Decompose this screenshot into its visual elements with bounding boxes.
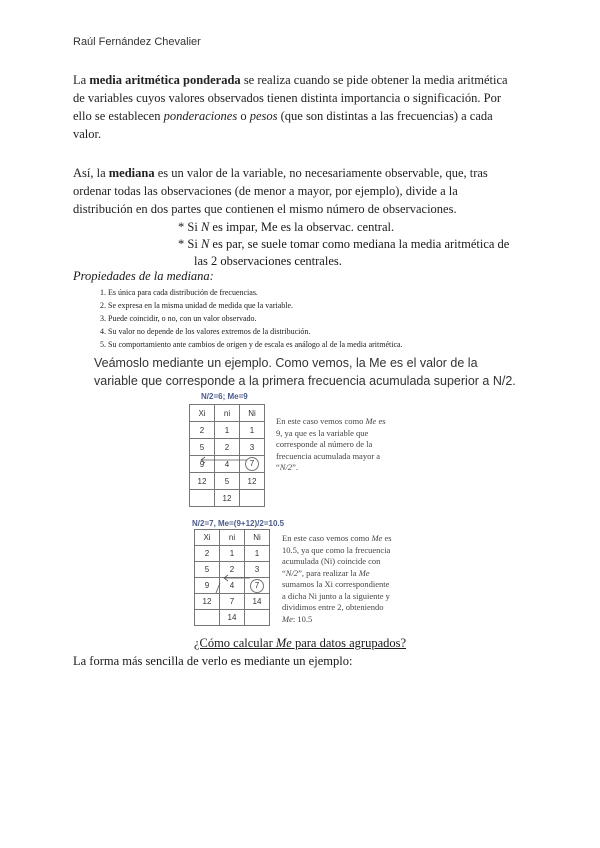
intro-lead: La — [73, 73, 90, 87]
case-odd-prefix: * Si — [178, 220, 201, 234]
table-row — [195, 610, 270, 626]
property-item: 3. Puede coincidir, o no, con un valor observado. — [108, 312, 528, 325]
properties-title: Propiedades de la mediana: — [73, 269, 214, 283]
table-cell: 1 — [220, 546, 245, 562]
note-text: es 9, ya que es la variable que corresponde al número de la frecuencia acumulada mayor a “ — [276, 416, 386, 472]
mediana-case-even — [178, 235, 518, 253]
mediana-lead: Así, la — [73, 166, 109, 180]
intro-ital2: pesos — [249, 109, 278, 123]
table-row — [190, 490, 265, 507]
note-text: En este caso vemos como — [282, 533, 372, 543]
mediana-paragraph — [73, 164, 513, 218]
table-row — [190, 439, 265, 456]
case-odd-var: N — [200, 220, 210, 234]
mediana-definition: es un valor de la variable, no necesariamente observable, que, tras ordenar todas las observaciones (de menor a mayor, por ejemplo), divide a la distribución en dos partes que contienen el mismo número de observaciones. — [73, 166, 488, 216]
intro-paragraph — [73, 71, 513, 143]
table-row — [195, 546, 270, 562]
note-text: : 10.5 — [292, 613, 313, 624]
note-text: ”. — [292, 462, 298, 472]
intro-text-end: (que son distintas a las frecuencias) a cada valor. — [73, 109, 493, 141]
table-header: Ni — [240, 405, 265, 422]
table2-note — [282, 533, 392, 625]
note-me: Me — [282, 613, 293, 624]
table-cell: 12 — [190, 473, 215, 490]
mediana-case-even-cont: las 2 observaciones centrales. — [194, 254, 342, 268]
intro-ital1: ponderaciones — [163, 109, 238, 123]
table-cell: 1 — [240, 422, 265, 439]
table-cell: 3 — [245, 562, 270, 578]
circled-value: 7 — [245, 457, 259, 471]
closing-text: La forma más sencilla de verlo es mediante un ejemplo: — [73, 654, 353, 668]
property-item: 1. Es única para cada distribución de frecuencias. — [108, 286, 528, 299]
table-cell: 14 — [245, 594, 270, 610]
property-item: 4. Su valor no depende de los valores extremos de la distribución. — [108, 325, 528, 338]
property-item: 2. Se expresa en la misma unidad de medida que la variable. — [108, 299, 528, 312]
table-cell: 2 — [220, 562, 245, 578]
table-cell: 1 — [215, 422, 240, 439]
note-text: es 10.5, ya que como la frecuencia acumulada (Ni) coincide con “ — [282, 533, 392, 578]
table-cell: 12 — [215, 490, 240, 507]
table1-title: N/2=6; Me=9 — [201, 392, 248, 401]
mediana-case-odd — [178, 218, 518, 236]
table-header: ni — [215, 405, 240, 422]
table-cell: 5 — [215, 473, 240, 490]
table-cell: 4 — [215, 456, 240, 473]
table-cell: 9 — [195, 578, 220, 594]
note-text: En este caso vemos como — [276, 416, 366, 426]
note-n2: N/2 — [285, 567, 299, 578]
intro-mid: o — [237, 109, 250, 123]
table-header: ni — [220, 530, 245, 546]
case-odd-text: es impar, Me es la observac. central. — [209, 220, 395, 234]
circled-value: 7 — [250, 579, 264, 593]
table1-note — [276, 416, 386, 474]
table-cell: 4 — [220, 578, 245, 594]
table-cell: 1 — [245, 546, 270, 562]
note-me: Me — [365, 416, 377, 426]
note-text: ”, para realizar la — [298, 567, 359, 578]
arrow-icon — [195, 455, 255, 465]
table-cell — [240, 490, 265, 507]
table-header: Xi — [190, 405, 215, 422]
table-cell — [190, 490, 215, 507]
intro-text: se realiza cuando se pide obtener la media aritmética de variables cuyos valores observados tienen distinta importancia o significación. Por ello se establecen — [73, 73, 508, 123]
note-n2: N/2 — [279, 462, 293, 472]
heading-text: ¿Cómo calcular — [193, 636, 276, 650]
table-cell: 2 — [195, 546, 220, 562]
example-text: Veámoslo mediante un ejemplo. Como vemos, la Me es el valor de la variable que corresponde a la primera frecuencia acumulada superior a N/2. — [94, 356, 516, 388]
table-cell: 12 — [240, 473, 265, 490]
table-header: Xi — [195, 530, 220, 546]
author-name: Raúl Fernández Chevalier — [73, 36, 201, 48]
table-cell: 5 — [195, 562, 220, 578]
table-row — [190, 473, 265, 490]
table-cell: 3 — [240, 439, 265, 456]
note-me: Me — [371, 533, 383, 543]
table-header: Ni — [245, 530, 270, 546]
table-cell — [195, 610, 220, 626]
case-even-text: es par, se suele tomar como mediana la media aritmética de — [209, 237, 510, 251]
arrow-icon — [200, 573, 260, 598]
mediana-term: mediana — [108, 166, 155, 180]
table2-title: N/2=7, Me=(9+12)/2=10.5 — [192, 519, 285, 528]
heading-text: para datos agrupados? — [291, 636, 407, 650]
table-cell: 5 — [190, 439, 215, 456]
grouped-data-heading — [0, 636, 600, 651]
table-header-row — [190, 405, 265, 422]
table-cell — [245, 610, 270, 626]
case-even-var: N — [200, 237, 210, 251]
table-cell: 2 — [215, 439, 240, 456]
table-cell: 9 — [190, 456, 215, 473]
table-header-row — [195, 530, 270, 546]
table-cell: 14 — [220, 610, 245, 626]
table-row — [190, 422, 265, 439]
property-item: 5. Su comportamiento ante cambios de origen y de escala es análogo al de la media aritmética. — [108, 338, 528, 351]
table-cell: 7 — [220, 594, 245, 610]
heading-var: Me — [275, 636, 292, 650]
case-even-prefix: * Si — [178, 237, 201, 251]
table-cell: 2 — [190, 422, 215, 439]
properties-list — [73, 286, 528, 351]
intro-term: media aritmética ponderada — [89, 73, 241, 87]
note-text: sumamos la Xi correspondiente a dicha Ni junto a la siguiente y dividimos entre 2, obteniendo — [282, 579, 390, 612]
table-cell: 12 — [195, 594, 220, 610]
note-me: Me — [358, 567, 370, 578]
